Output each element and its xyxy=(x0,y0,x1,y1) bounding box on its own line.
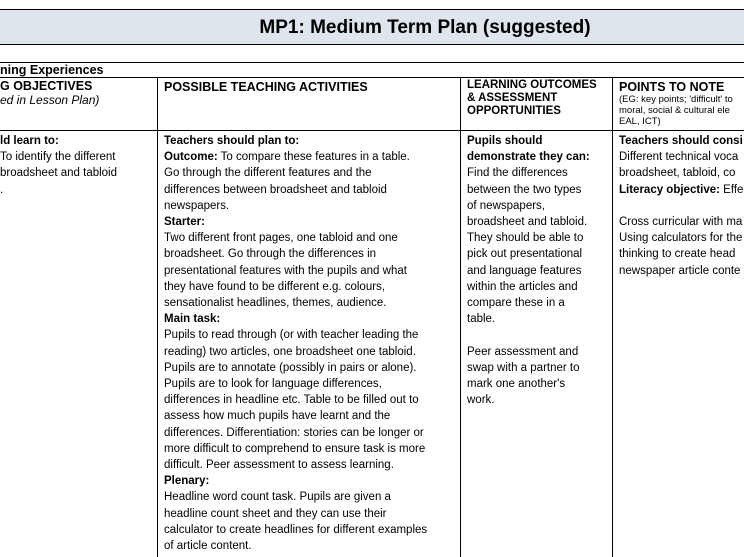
outcomes-line: pick out presentational xyxy=(467,248,583,261)
outcomes-line: compare these in a xyxy=(467,297,565,310)
section-label: ning Experiences xyxy=(0,63,104,77)
header-title: G OBJECTIVES xyxy=(0,79,93,93)
spacer xyxy=(619,198,743,214)
activities-cell xyxy=(164,133,427,554)
activities-line: broadsheet. Go through the differences in xyxy=(164,248,377,261)
header-points-to-note xyxy=(619,80,733,127)
header-teaching-activities: POSSIBLE TEACHING ACTIVITIES xyxy=(164,80,368,94)
notes-line: Using calculators for the xyxy=(619,232,743,245)
activities-line: Pupils are to look for language differences, xyxy=(164,378,382,391)
outcomes-line: Peer assessment and xyxy=(467,345,579,358)
main-task-label: Main task: xyxy=(164,313,221,326)
activities-line: more difficult to comprehend to ensure task is more xyxy=(164,442,426,455)
activities-line: they have found to be different e.g. colours, xyxy=(164,280,385,293)
title-bar xyxy=(0,9,744,45)
header-title: POINTS TO NOTE xyxy=(619,80,725,94)
starter-label: Starter: xyxy=(164,216,205,229)
header-line: OPPORTUNITIES xyxy=(467,105,561,117)
outcomes-intro: demonstrate they can: xyxy=(467,151,590,164)
outcomes-line: and language features xyxy=(467,264,582,277)
header-subtitle: moral, social & cultural ele xyxy=(619,105,730,116)
activities-line: Pupils are to annotate (possibly in pairs or alone). xyxy=(164,361,417,374)
column-divider-3 xyxy=(612,77,613,557)
activities-line: Go through the different features and the xyxy=(164,167,372,180)
outcomes-line: Find the differences xyxy=(467,167,568,180)
notes-line: Different technical voca xyxy=(619,151,739,164)
outcome-label: Outcome: xyxy=(164,151,218,164)
header-subtitle: ed in Lesson Plan) xyxy=(0,93,100,107)
spacer xyxy=(467,327,590,343)
activities-line: differences in headline etc. Table to be filled out to xyxy=(164,394,419,407)
outcomes-line: broadsheet and tabloid. xyxy=(467,216,588,229)
outcome-line xyxy=(164,149,427,165)
outcomes-line: of newspapers, xyxy=(467,199,545,212)
literacy-line xyxy=(619,182,743,198)
literacy-label: Literacy objective: xyxy=(619,183,720,196)
notes-line: Cross curricular with ma xyxy=(619,216,743,228)
literacy-text: Effe xyxy=(719,183,744,196)
activities-line: presentational features with the pupils and what xyxy=(164,264,407,277)
outcomes-line: table. xyxy=(467,313,496,326)
outcome-text: To compare these features in a table. xyxy=(217,151,410,164)
outcomes-line: swap with a partner to xyxy=(467,361,580,374)
outcomes-cell xyxy=(467,133,590,408)
page-title: MP1: Medium Term Plan (suggested) xyxy=(259,17,591,38)
activities-line: differences. Differentiation: stories can be longer or xyxy=(164,426,424,439)
objectives-line: . xyxy=(0,183,4,196)
activities-line: difficult. Peer assessment to assess learning. xyxy=(164,459,394,472)
row-divider-top xyxy=(0,62,744,63)
activities-line: headline count sheet and they can use their xyxy=(164,507,387,520)
notes-line: thinking to create head xyxy=(619,248,736,261)
header-subtitle: (EG: key points; 'difficult' to xyxy=(619,94,733,105)
objectives-cell xyxy=(0,133,117,198)
objectives-line: broadsheet and tabloid xyxy=(0,167,118,180)
objectives-line: To identify the different xyxy=(0,151,116,164)
activities-intro: Teachers should plan to: xyxy=(164,135,300,147)
outcomes-line: work. xyxy=(467,394,495,407)
notes-line: newspaper article conte xyxy=(619,264,741,277)
header-learning-objectives xyxy=(0,79,99,108)
outcomes-line: between the two types xyxy=(467,183,582,196)
plenary-label: Plenary: xyxy=(164,475,210,488)
notes-cell xyxy=(619,133,743,279)
activities-line: Pupils to read through (or with teacher leading the xyxy=(164,329,419,342)
outcomes-intro: Pupils should xyxy=(467,135,543,147)
activities-line: Two different front pages, one tabloid and one xyxy=(164,232,398,245)
activities-line: reading) two articles, one broadsheet one tabloid. xyxy=(164,345,416,358)
objectives-lead: ld learn to: xyxy=(0,135,59,147)
header-learning-outcomes xyxy=(467,79,597,118)
activities-line: sensationalist headlines, themes, audience. xyxy=(164,297,387,310)
notes-intro: Teachers should consi xyxy=(619,135,743,147)
activities-line: calculator to create headlines for different examples xyxy=(164,523,428,536)
row-divider-body xyxy=(0,130,744,131)
activities-line: Headline word count task. Pupils are given a xyxy=(164,491,391,504)
header-line: & ASSESSMENT xyxy=(467,92,558,104)
outcomes-line: within the articles and xyxy=(467,280,578,293)
activities-line: differences between broadsheet and tabloid xyxy=(164,183,387,196)
notes-line: broadsheet, tabloid, co xyxy=(619,167,736,180)
outcomes-line: They should be able to xyxy=(467,232,584,245)
outcomes-line: mark one another's xyxy=(467,378,566,391)
activities-line: of article content. xyxy=(164,540,252,553)
header-subtitle: EAL, ICT) xyxy=(619,116,661,127)
header-line: LEARNING OUTCOMES xyxy=(467,79,597,91)
column-divider-1 xyxy=(157,77,158,557)
activities-line: assess how much pupils have learnt and the xyxy=(164,410,391,423)
row-divider-header xyxy=(0,77,744,78)
activities-line: newspapers. xyxy=(164,199,230,212)
column-divider-2 xyxy=(460,77,461,557)
